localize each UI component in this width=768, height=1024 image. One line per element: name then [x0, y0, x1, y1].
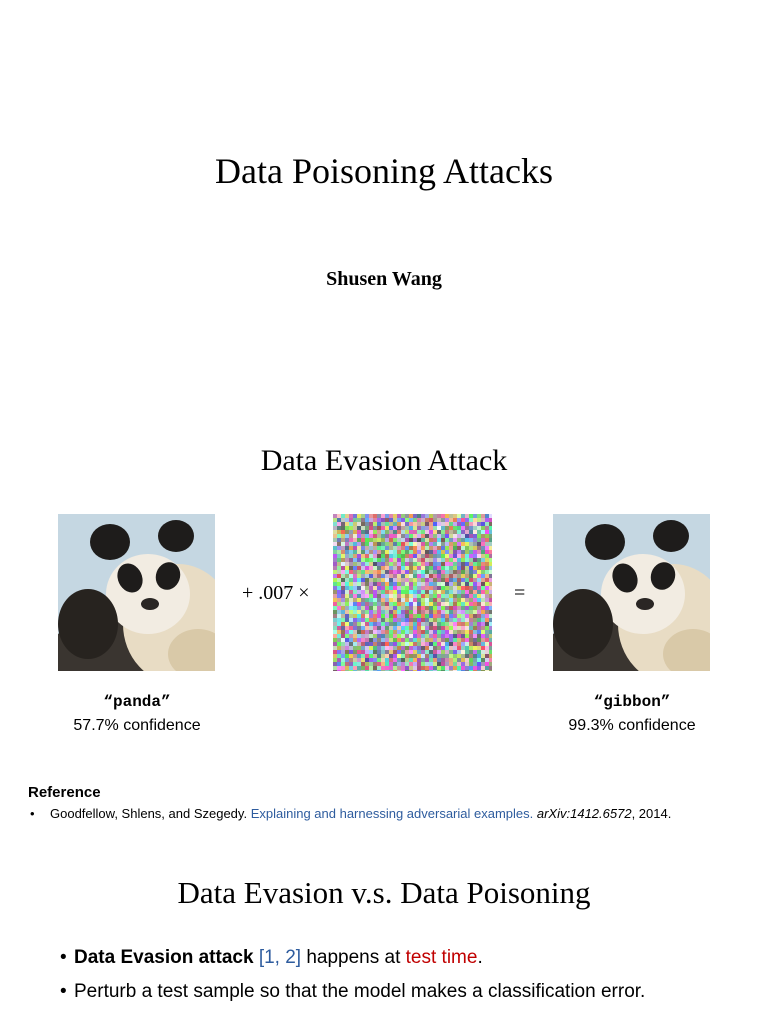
panda-image	[58, 514, 215, 671]
reference-item	[30, 806, 671, 821]
bullet-mid-text: happens at	[306, 947, 401, 968]
bullet-end: .	[477, 947, 483, 968]
reference-bullet: •	[30, 806, 35, 821]
noise-pattern	[333, 514, 492, 671]
panda-confidence: 57.7% confidence	[73, 717, 201, 734]
gibbon-label: “gibbon”	[593, 693, 671, 711]
reference-year: , 2014.	[631, 806, 672, 821]
gibbon-confidence: 99.3% confidence	[568, 717, 696, 734]
panda-illustration-perturbed	[553, 514, 710, 671]
reference-authors: Goodfellow, Shlens, and Szegedy.	[50, 806, 248, 821]
slide-title-data-evasion: Data Evasion Attack	[260, 444, 508, 477]
bullet-text: Perturb a test sample so that the model makes a classification error.	[74, 981, 646, 1002]
bullet-perturb-sample	[60, 981, 645, 1003]
slide-title-data-poisoning: Data Poisoning Attacks	[215, 151, 553, 191]
panda-illustration	[58, 514, 215, 671]
perturbed-panda-image	[553, 514, 710, 671]
citation-link[interactable]: [1, 2]	[258, 947, 302, 968]
slide-title-evasion-vs-poisoning: Data Evasion v.s. Data Poisoning	[177, 875, 591, 910]
highlight-test-time: test time	[405, 947, 478, 968]
equals-operator: =	[514, 582, 526, 604]
reference-title-link[interactable]: Explaining and harnessing adversarial examples.	[250, 806, 534, 821]
bullet-dot: •	[60, 947, 67, 968]
panda-label: “panda”	[103, 693, 171, 711]
reference-venue: arXiv:1412.6572	[536, 806, 632, 821]
plus-scaled-operator: + .007 ×	[242, 582, 310, 604]
bullet-dot: •	[60, 981, 67, 1002]
reference-heading: Reference	[28, 784, 101, 801]
author-name: Shusen Wang	[326, 268, 442, 290]
adversarial-noise-image	[333, 514, 492, 671]
bullet-evasion-test-time	[60, 947, 483, 969]
bullet-bold-term: Data Evasion attack	[74, 947, 254, 968]
